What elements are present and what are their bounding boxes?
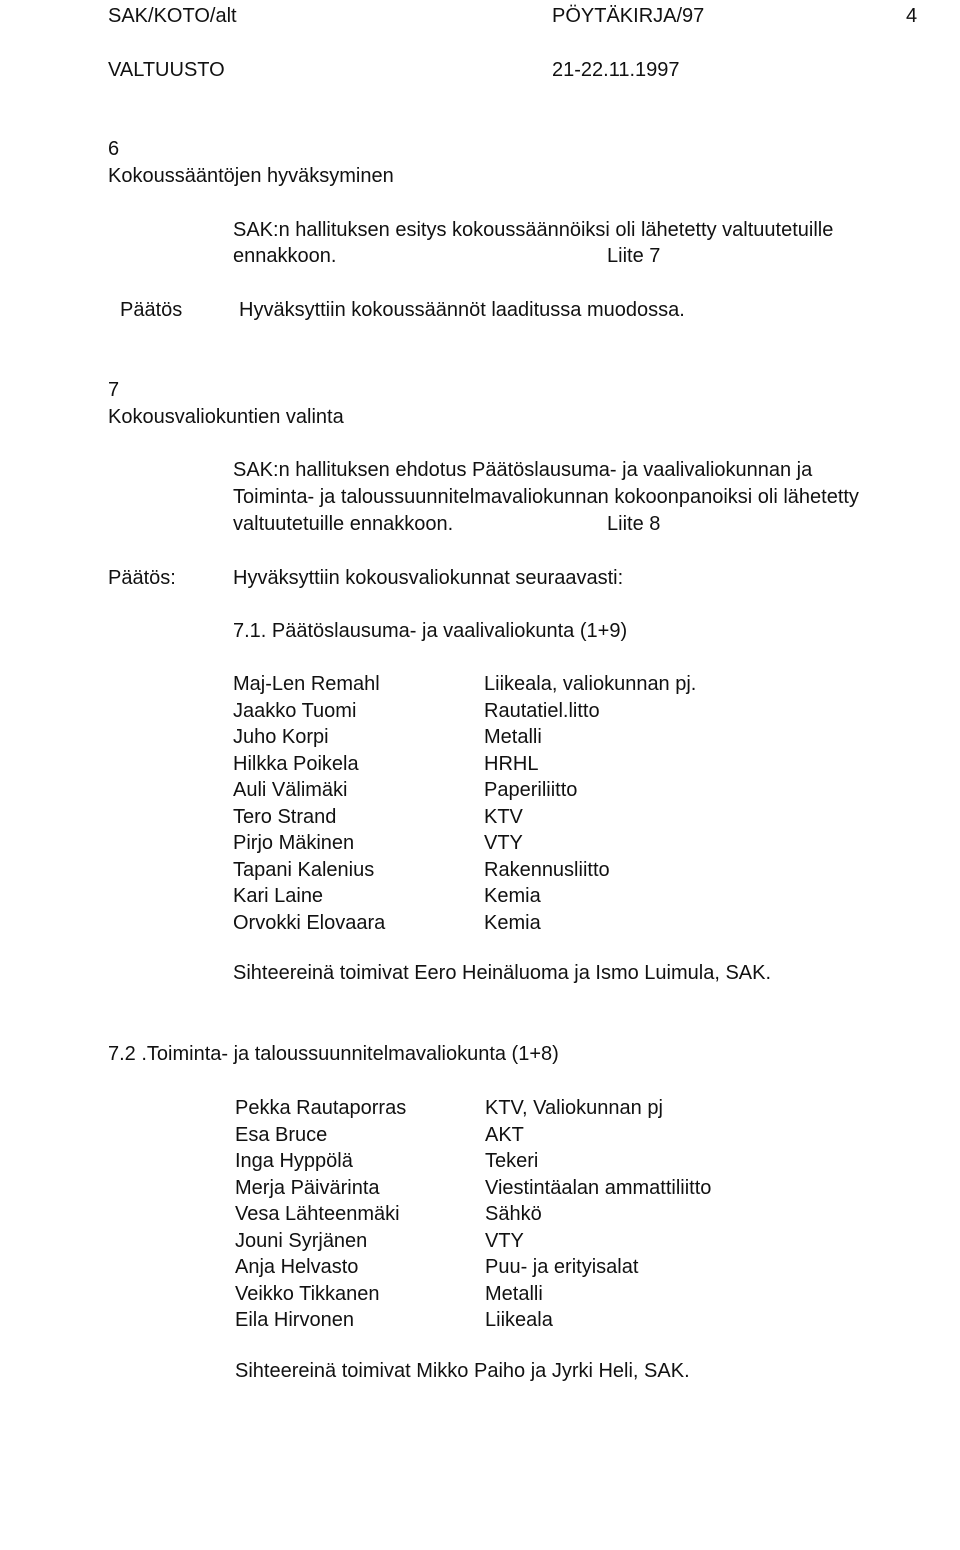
member-row	[233, 857, 793, 884]
member-name: Anja Helvasto	[235, 1256, 359, 1278]
member-org: Liikeala	[485, 1309, 553, 1331]
section6-text-line2: ennakkoon.	[233, 245, 337, 267]
member-org: Viestintäalan ammattiliitto	[485, 1176, 712, 1199]
committee2-secretaries: Sihteereinä toimivat Mikko Paiho ja Jyrki Heli, SAK.	[235, 1360, 690, 1382]
header-body: VALTUUSTO	[108, 59, 225, 81]
member-row	[233, 910, 793, 937]
member-name: Hilkka Poikela	[233, 752, 359, 775]
member-name: Jaakko Tuomi	[233, 699, 357, 722]
member-name: Jouni Syrjänen	[235, 1229, 368, 1252]
member-row	[235, 1122, 795, 1149]
member-name: Tapani Kalenius	[233, 858, 375, 881]
section6-title: Kokoussääntöjen hyväksyminen	[108, 165, 394, 187]
committee1-member-list	[233, 671, 793, 936]
member-org: Sähkö	[485, 1203, 542, 1225]
header-org-ref: SAK/KOTO/alt	[108, 5, 237, 27]
member-row	[233, 883, 793, 910]
section7-decision-label: Päätös:	[108, 567, 176, 589]
member-org: VTY	[485, 1229, 524, 1252]
member-row	[233, 804, 793, 831]
member-name: Eila Hirvonen	[235, 1309, 354, 1331]
member-row	[233, 830, 793, 857]
member-row	[235, 1254, 795, 1281]
member-name: Tero Strand	[233, 805, 337, 828]
section6-decision-text: Hyväksyttiin kokoussäännöt laaditussa muodossa.	[239, 299, 685, 321]
committee1-secretaries: Sihteereinä toimivat Eero Heinäluoma ja Ismo Luimula, SAK.	[233, 962, 772, 984]
member-row	[235, 1307, 795, 1334]
member-name: Merja Päivärinta	[235, 1176, 380, 1199]
section7-number: 7	[108, 379, 120, 401]
member-row	[233, 724, 793, 751]
section6-number: 6	[108, 138, 120, 160]
section6-text-line1: SAK:n hallituksen esitys kokoussäännöiksi oli lähetetty valtuutetuille	[233, 219, 834, 241]
committee2-member-list	[235, 1095, 795, 1334]
member-name: Auli Välimäki	[233, 779, 348, 801]
committee2-heading: 7.2 .Toiminta- ja taloussuunnitelmavaliokunta (1+8)	[108, 1043, 559, 1065]
member-org: Kemia	[484, 885, 541, 907]
header-doc-ref: PÖYTÄKIRJA/97	[552, 5, 705, 27]
section7-text-line3: valtuutetuille ennakkoon.	[233, 513, 454, 535]
section7-attachment: Liite 8	[607, 513, 661, 535]
member-row	[235, 1228, 795, 1255]
member-row	[235, 1281, 795, 1308]
member-name: Orvokki Elovaara	[233, 911, 386, 934]
member-org: Tekeri	[485, 1150, 539, 1172]
header-page-number: 4	[906, 5, 918, 27]
section7-text-line1: SAK:n hallituksen ehdotus Päätöslausuma- ja vaalivaliokunnan ja	[233, 459, 813, 481]
member-row	[233, 698, 793, 725]
section7-decision-text: Hyväksyttiin kokousvaliokunnat seuraavasti:	[233, 567, 624, 589]
member-org: Metalli	[485, 1282, 543, 1305]
committee1-heading: 7.1. Päätöslausuma- ja vaalivaliokunta (1+9)	[233, 620, 628, 642]
member-row	[233, 777, 793, 804]
member-row	[235, 1175, 795, 1202]
member-org: Rakennusliitto	[484, 858, 610, 881]
member-org: HRHL	[484, 752, 539, 775]
member-row	[233, 671, 793, 698]
member-name: Vesa Lähteenmäki	[235, 1203, 400, 1225]
member-row	[235, 1095, 795, 1122]
member-name: Pekka Rautaporras	[235, 1097, 407, 1119]
member-org: Puu- ja erityisalat	[485, 1256, 639, 1278]
header-date: 21-22.11.1997	[552, 59, 680, 81]
member-name: Esa Bruce	[235, 1123, 328, 1146]
member-org: Paperiliitto	[484, 779, 578, 801]
member-name: Veikko Tikkanen	[235, 1282, 380, 1305]
member-name: Maj-Len Remahl	[233, 673, 380, 695]
section7-title: Kokousvaliokuntien valinta	[108, 406, 344, 428]
member-org: KTV	[484, 805, 523, 828]
member-name: Pirjo Mäkinen	[233, 832, 355, 854]
section7-text-line2: Toiminta- ja taloussuunnitelmavaliokunnan kokoonpanoiksi oli lähetetty	[233, 486, 859, 508]
member-org: Metalli	[484, 726, 542, 748]
member-row	[233, 751, 793, 778]
member-name: Inga Hyppölä	[235, 1150, 353, 1172]
member-org: Kemia	[484, 911, 541, 934]
member-row	[235, 1201, 795, 1228]
member-org: AKT	[485, 1123, 524, 1146]
section6-decision-label: Päätös	[120, 299, 183, 321]
member-name: Kari Laine	[233, 885, 324, 907]
member-org: VTY	[484, 832, 523, 854]
member-row	[235, 1148, 795, 1175]
member-name: Juho Korpi	[233, 726, 329, 748]
section6-attachment: Liite 7	[607, 245, 661, 267]
member-org: Liikeala, valiokunnan pj.	[484, 673, 697, 695]
member-org: Rautatiel.litto	[484, 699, 600, 722]
member-org: KTV, Valiokunnan pj	[485, 1097, 663, 1119]
